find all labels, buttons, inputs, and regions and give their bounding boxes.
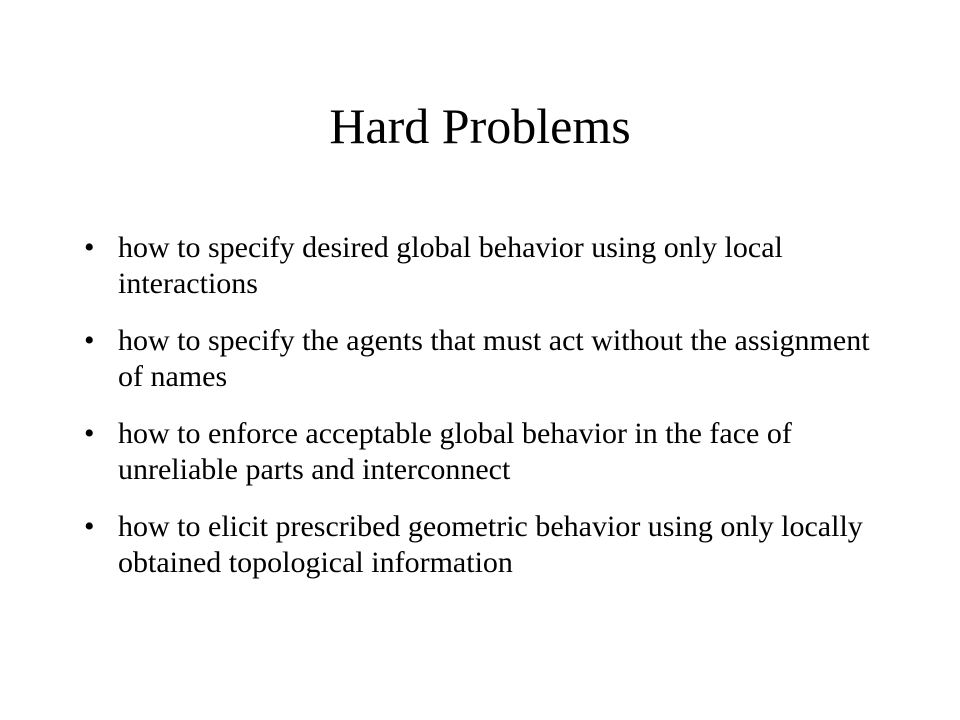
bullet-icon: •	[84, 417, 95, 450]
bullet-text: how to specify desired global behavior using only local interactions	[118, 231, 783, 300]
bullet-icon: •	[84, 510, 95, 543]
bullet-icon: •	[84, 324, 95, 357]
bullet-list	[84, 230, 884, 602]
bullet-text: how to elicit prescribed geometric behavior using only locally obtained topological information	[118, 510, 863, 579]
bullet-item	[84, 416, 884, 488]
bullet-text: how to specify the agents that must act without the assignment of names	[118, 324, 870, 393]
bullet-icon: •	[84, 231, 95, 264]
bullet-text: how to enforce acceptable global behavior in the face of unreliable parts and interconnect	[118, 417, 792, 486]
bullet-item	[84, 323, 884, 395]
bullet-item	[84, 230, 884, 302]
slide-title: Hard Problems	[329, 98, 631, 154]
bullet-item	[84, 509, 884, 581]
